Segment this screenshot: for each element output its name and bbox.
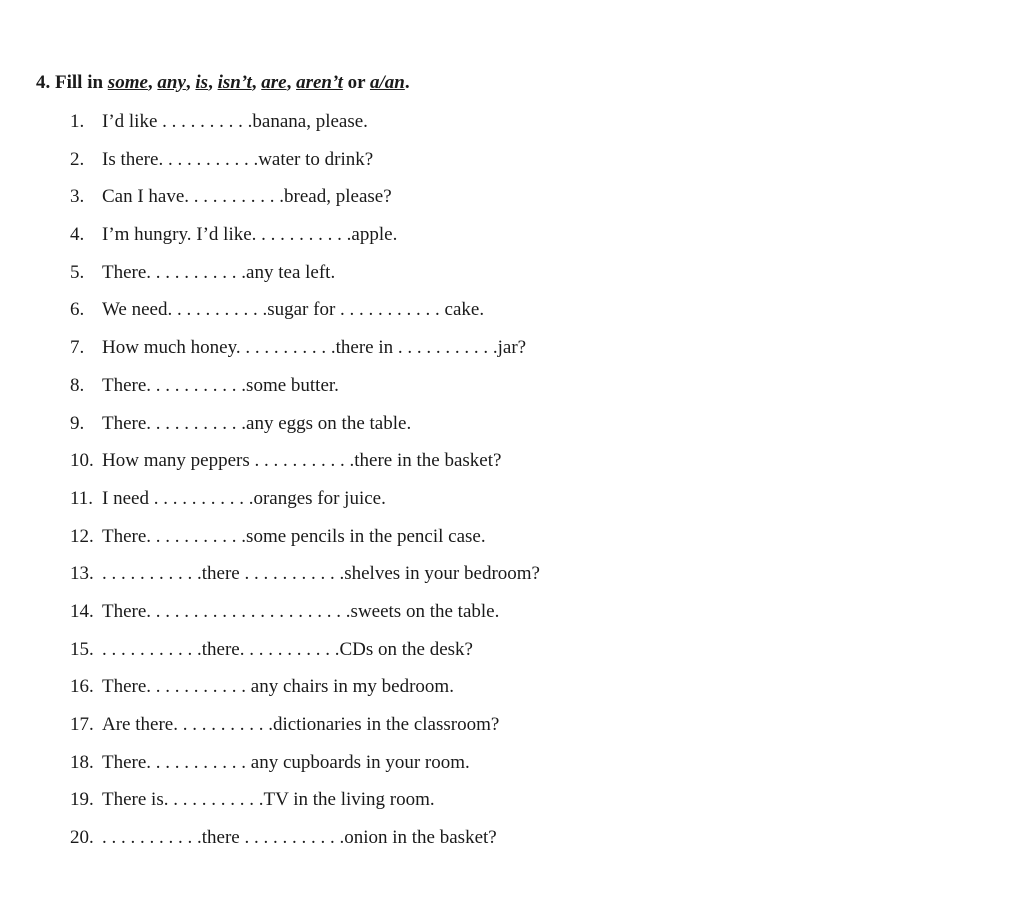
exercise-item	[70, 525, 540, 563]
exercise-item	[70, 675, 540, 713]
item-number: 4.	[70, 224, 85, 246]
exercise-item	[70, 826, 540, 864]
option-arent: aren’t	[296, 72, 343, 93]
item-text: There. . . . . . . . . . . any chairs in my bedroom.	[102, 676, 454, 698]
item-number: 6.	[70, 299, 85, 321]
exercise-list	[70, 110, 540, 864]
item-number: 2.	[70, 148, 85, 170]
exercise-item	[70, 600, 540, 638]
exercise-item	[70, 487, 540, 525]
heading-end: .	[404, 72, 410, 93]
exercise-heading: 4. Fill in some, any, is, isn’t, are, aren’t or a/an.	[36, 72, 410, 93]
option-are: are	[261, 72, 287, 93]
option-a-an: a/an	[369, 72, 405, 93]
exercise-item	[70, 223, 540, 261]
exercise-item	[70, 110, 540, 148]
exercise-item	[70, 713, 540, 751]
item-text: There. . . . . . . . . . .any tea left.	[102, 261, 336, 283]
option-isnt: isn’t	[217, 72, 252, 93]
item-number: 9.	[70, 412, 85, 434]
item-number: 18.	[70, 751, 94, 773]
item-number: 16.	[70, 676, 94, 698]
exercise-item	[70, 751, 540, 789]
item-number: 20.	[70, 827, 94, 849]
item-text: Are there. . . . . . . . . . .dictionaries in the classroom?	[102, 714, 500, 735]
heading-connector: or	[347, 72, 366, 93]
exercise-item	[70, 148, 540, 186]
item-number: 12.	[70, 525, 94, 547]
item-text: There. . . . . . . . . . . . . . . . . . . . . .sweets on the table.	[102, 600, 500, 622]
item-text: How much honey. . . . . . . . . . .there in . . . . . . . . . . .jar?	[102, 337, 527, 359]
item-text: Can I have. . . . . . . . . . .bread, please?	[102, 186, 392, 208]
item-number: 7.	[70, 337, 85, 359]
item-text: . . . . . . . . . . .there . . . . . . . . . . .shelves in your bedroom?	[102, 563, 540, 585]
item-text: We need. . . . . . . . . . .sugar for . . . . . . . . . . . cake.	[102, 299, 485, 321]
option-some: some	[107, 72, 148, 93]
item-number: 10.	[70, 450, 94, 472]
exercise-item	[70, 374, 540, 412]
exercise-item	[70, 562, 540, 600]
item-text: I’d like . . . . . . . . . .banana, please.	[102, 111, 368, 132]
exercise-item	[70, 412, 540, 450]
item-text: There. . . . . . . . . . .some pencils in the pencil case.	[102, 525, 486, 547]
exercise-item	[70, 638, 540, 676]
item-text: Is there. . . . . . . . . . .water to drink?	[102, 148, 374, 170]
option-any: any	[157, 72, 186, 93]
item-text: . . . . . . . . . . .there. . . . . . . . . . .CDs on the desk?	[102, 638, 473, 660]
item-number: 14.	[70, 600, 94, 622]
exercise-item	[70, 336, 540, 374]
item-number: 3.	[70, 186, 85, 208]
item-number: 19.	[70, 789, 94, 811]
exercise-item	[70, 788, 540, 826]
item-text: . . . . . . . . . . .there . . . . . . . . . . .onion in the basket?	[102, 827, 497, 849]
item-text: There. . . . . . . . . . .any eggs on the table.	[102, 412, 412, 434]
exercise-number: 4.	[36, 72, 51, 93]
item-text: I need . . . . . . . . . . .oranges for juice.	[102, 487, 386, 509]
item-text: I’m hungry. I’d like. . . . . . . . . . .apple.	[102, 224, 398, 246]
option-is: is	[195, 72, 209, 93]
item-text: There. . . . . . . . . . . any cupboards in your room.	[102, 751, 470, 773]
exercise-item	[70, 449, 540, 487]
item-number: 13.	[70, 563, 94, 585]
exercise-item	[70, 261, 540, 299]
item-text: There. . . . . . . . . . .some butter.	[102, 374, 339, 396]
heading-lead: Fill in	[55, 72, 104, 93]
item-number: 17.	[70, 714, 94, 735]
item-number: 1.	[70, 111, 85, 132]
exercise-item	[70, 298, 540, 336]
item-number: 15.	[70, 638, 94, 660]
item-text: There is. . . . . . . . . . .TV in the living room.	[102, 789, 435, 811]
item-number: 5.	[70, 261, 85, 283]
item-number: 8.	[70, 374, 85, 396]
item-text: How many peppers . . . . . . . . . . .there in the basket?	[102, 450, 502, 472]
item-number: 11.	[70, 487, 94, 509]
exercise-item	[70, 185, 540, 223]
